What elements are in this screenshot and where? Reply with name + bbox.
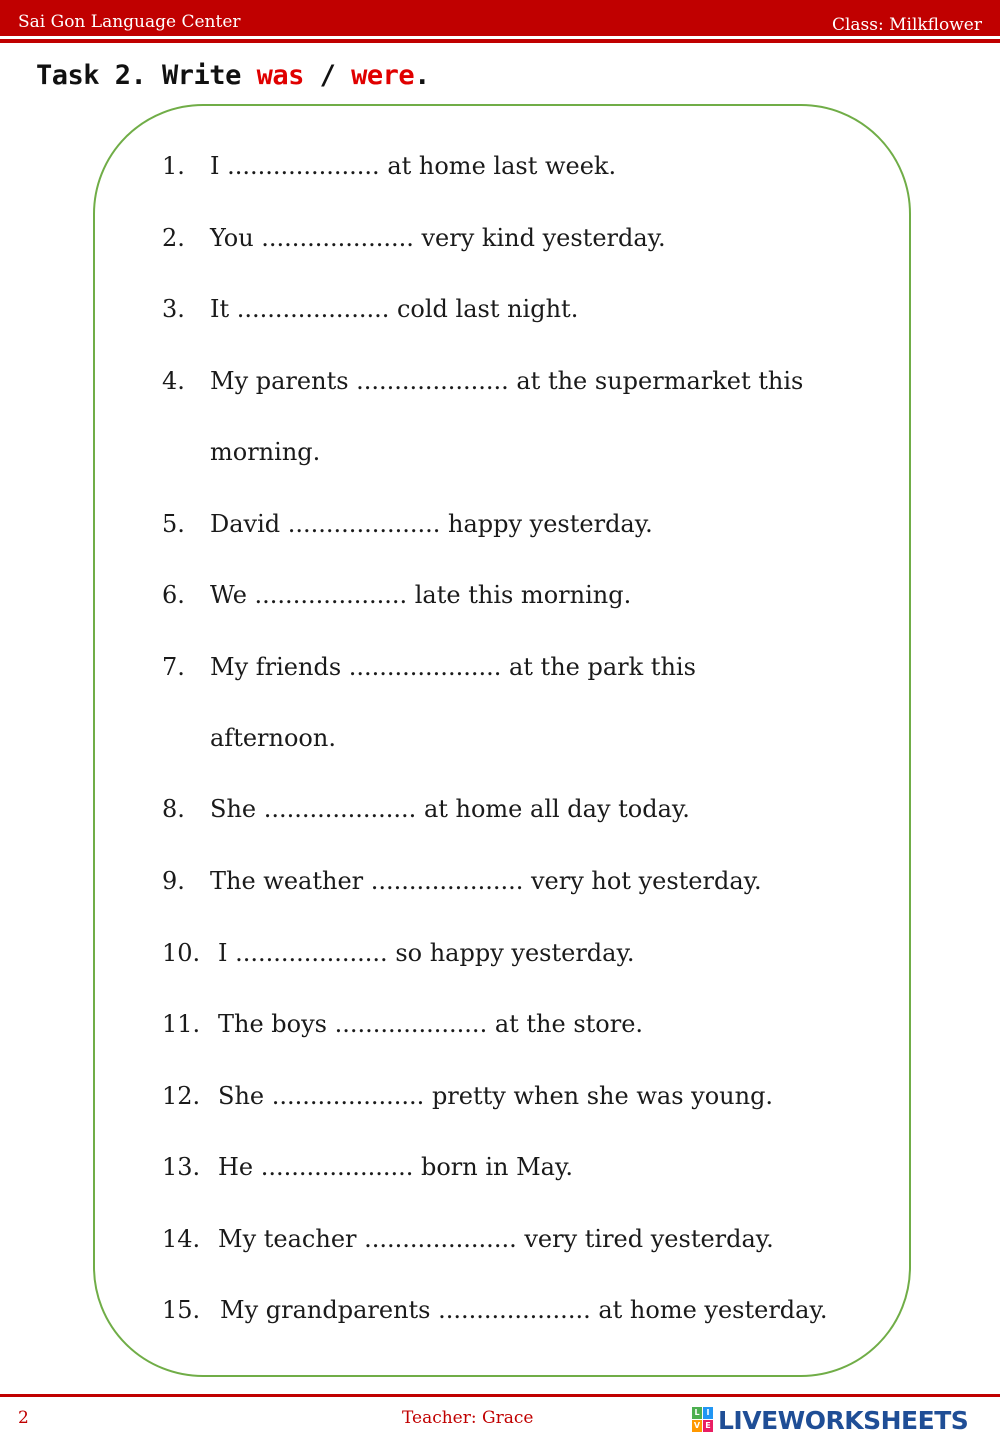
item-number: 3. (162, 295, 185, 323)
item-text: My parents .................... at the supermarket this (210, 367, 804, 395)
item-number: 14. (162, 1225, 201, 1253)
item-text: It .................... cold last night. (210, 295, 579, 323)
item-text: My grandparents .................... at home yesterday. (220, 1296, 828, 1324)
item-text: She .................... pretty when she was young. (218, 1082, 774, 1110)
item-text: You .................... very kind yesterday. (210, 224, 666, 252)
header-divider (0, 39, 1000, 43)
item-number: 7. (162, 653, 185, 681)
task-title (36, 60, 430, 91)
task-suffix: . (414, 60, 430, 91)
item-number: 2. (162, 224, 185, 252)
item-number: 11. (162, 1010, 201, 1038)
item-text: afternoon. (210, 724, 336, 752)
item-text: I .................... so happy yesterday. (218, 939, 635, 967)
item-number: 4. (162, 367, 185, 395)
school-name: Sai Gon Language Center (18, 12, 241, 32)
liveworksheets-logo (692, 1405, 968, 1435)
item-number: 10. (162, 939, 201, 967)
item-number: 9. (162, 867, 185, 895)
footer-divider (0, 1394, 1000, 1397)
task-prefix: Task 2. Write (36, 60, 257, 91)
item-text: He .................... born in May. (218, 1153, 573, 1181)
keyword-was: was (256, 60, 304, 91)
item-text: I .................... at home last week. (210, 152, 617, 180)
item-text: David .................... happy yesterday. (210, 510, 653, 538)
task-separator: / (303, 60, 352, 91)
item-text: The boys .................... at the store. (218, 1010, 644, 1038)
item-text: morning. (210, 438, 321, 466)
item-number: 8. (162, 795, 185, 823)
item-text: We .................... late this morning. (210, 581, 632, 609)
keyword-were: were (351, 60, 415, 91)
teacher-name: Teacher: Grace (402, 1408, 534, 1428)
page-number: 2 (18, 1408, 29, 1428)
item-number: 13. (162, 1153, 201, 1181)
item-text: My teacher .................... very tired yesterday. (218, 1225, 774, 1253)
item-number: 12. (162, 1082, 201, 1110)
item-number: 15. (162, 1296, 201, 1324)
logo-text: LIVEWORKSHEETS (718, 1405, 969, 1435)
item-text: My friends .................... at the park this (210, 653, 696, 681)
item-text: She .................... at home all day today. (210, 795, 690, 823)
liveworksheets-logo-icon: L I V E (692, 1407, 714, 1433)
item-text: The weather .................... very hot yesterday. (210, 867, 762, 895)
class-name: Class: Milkflower (831, 15, 982, 35)
item-number: 5. (162, 510, 185, 538)
item-number: 1. (162, 152, 185, 180)
item-number: 6. (162, 581, 185, 609)
header-bar (0, 0, 1000, 36)
